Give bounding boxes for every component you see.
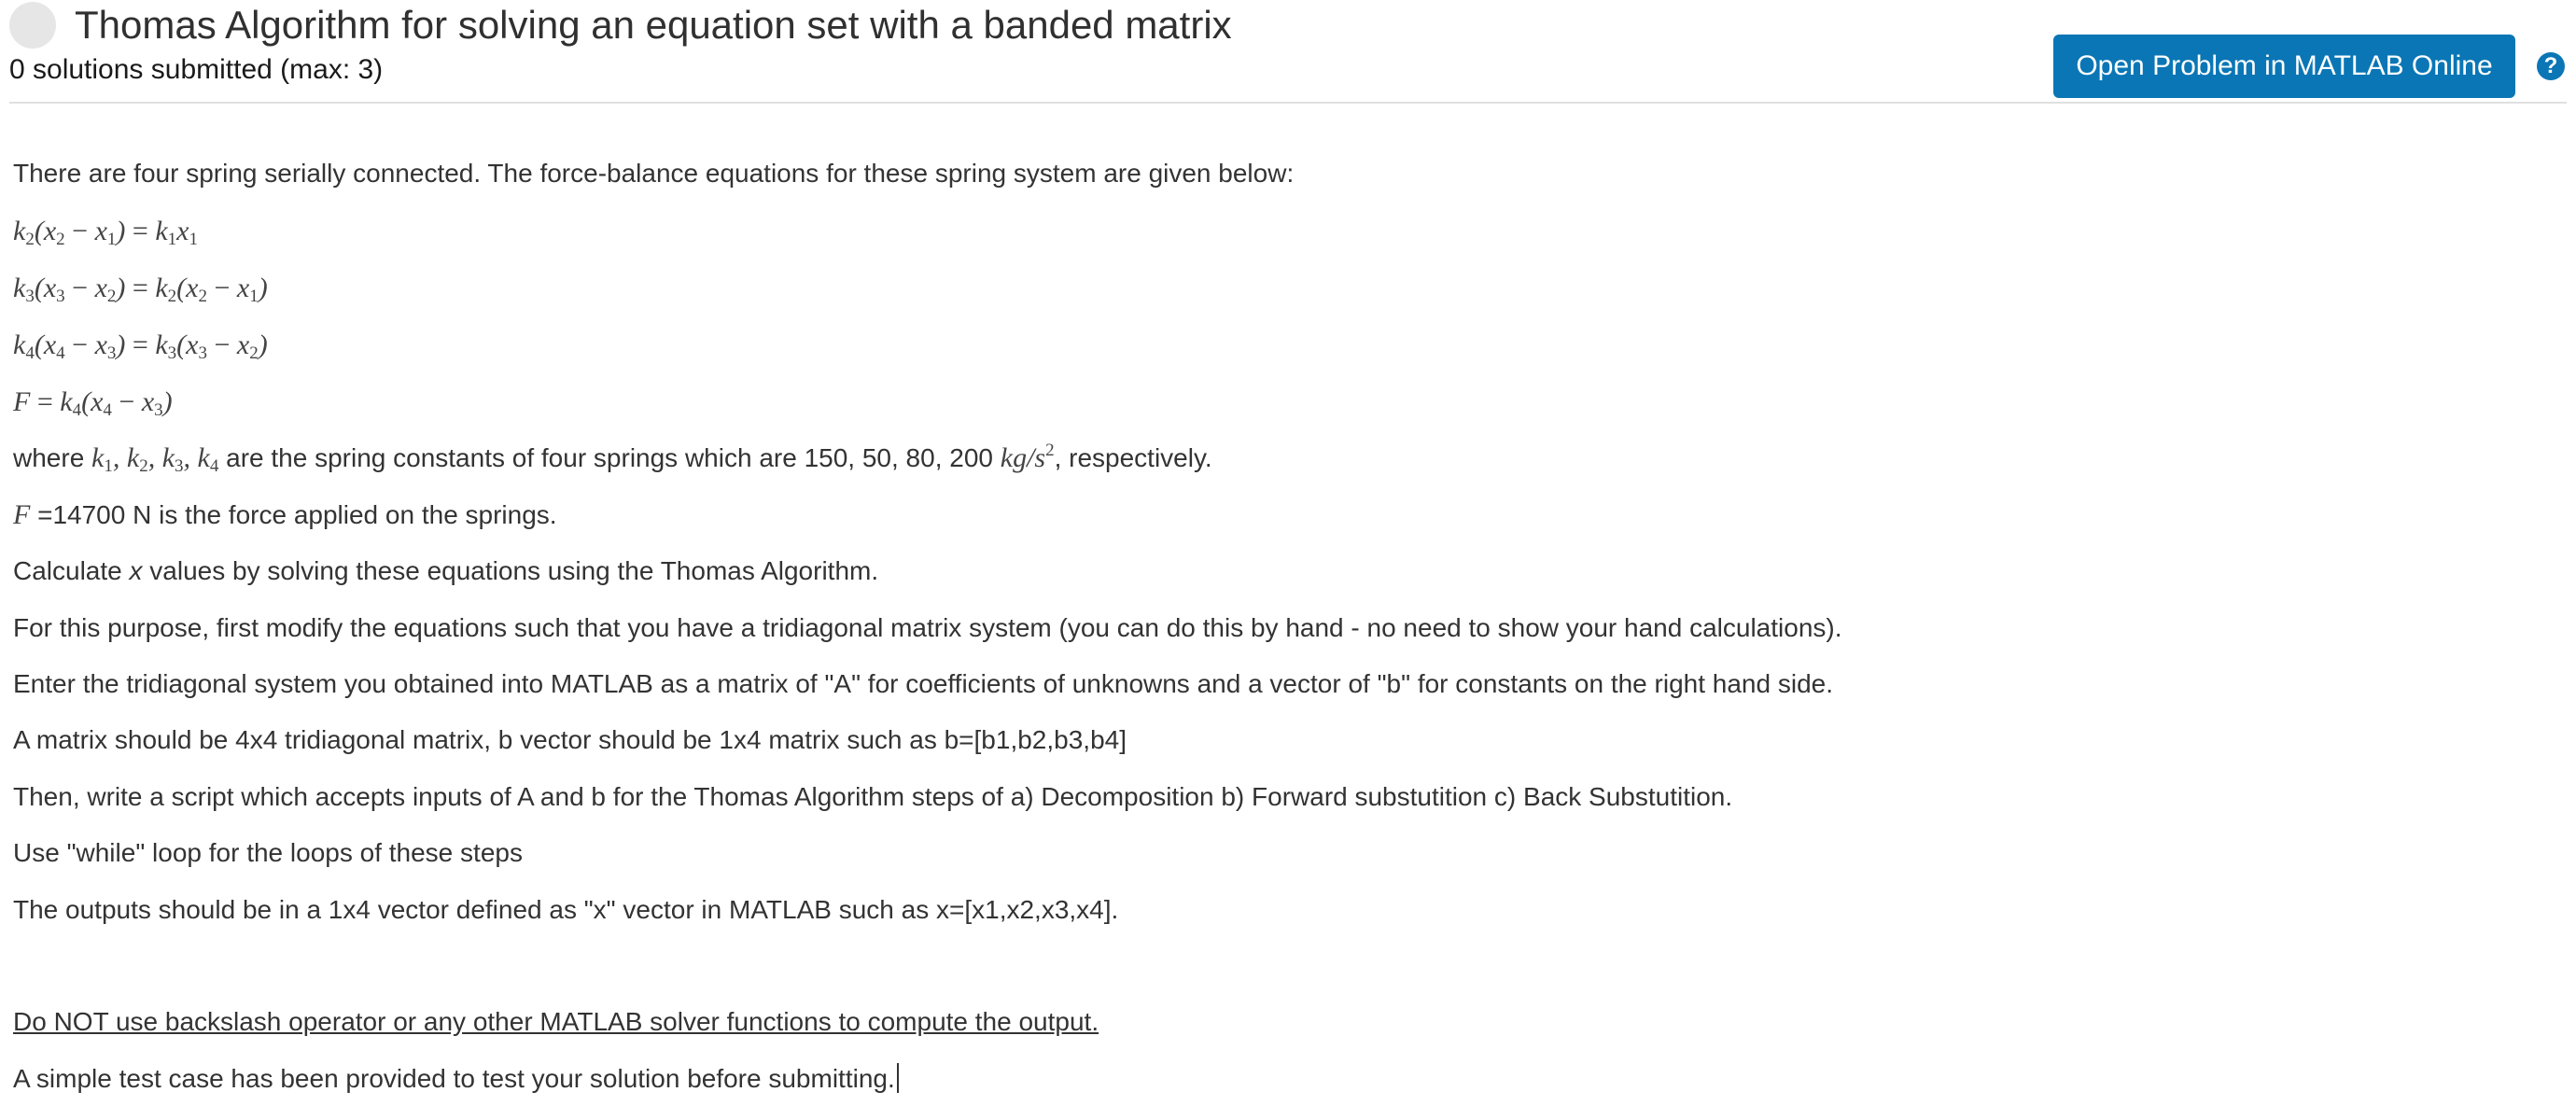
matrix-shape-text: A matrix should be 4x4 tridiagonal matrix, b vector should be 1x4 matrix such as b=[b1,b2,b3,b4]	[13, 725, 1127, 754]
equation-2: $k_3(x_3 - x_2) = k_2(x_2 - x_1)$	[13, 273, 268, 306]
test-case-sentence: A simple test case has been provided to test your solution before submitting.	[13, 1064, 895, 1093]
script-steps-text: Then, write a script which accepts inputs of A and b for the Thomas Algorithm steps of a) Decomposition b) Forward substutition c) Back Substutition.	[13, 782, 1733, 811]
while-loop-text: Use "while" loop for the loops of these steps	[13, 838, 523, 867]
enter-system-text: Enter the tridiagonal system you obtained into MATLAB as a matrix of "A" for coefficients of unknowns and a vector of "b" for constants on the right hand side.	[13, 669, 1833, 698]
submission-count: 0 solutions submitted (max: 3)	[9, 54, 384, 85]
outputs-text: The outputs should be in a 1x4 vector defined as "x" vector in MATLAB such as x=[x1,x2,x3,x4].	[13, 895, 1119, 924]
solution-status-icon	[9, 2, 56, 49]
where-prefix: where	[13, 443, 85, 472]
calculate-prefix: Calculate	[13, 556, 130, 585]
unit-kg-per-s2: $kg/s^2$	[1000, 441, 1055, 473]
spring-constants-values: are the spring constants of four springs which are 150, 50, 80, 200	[218, 443, 1001, 472]
solver-warning-text: Do NOT use backslash operator or any other MATLAB solver functions to compute the output.	[13, 1007, 1099, 1036]
equation-3: $k_4(x_4 - x_3) = k_3(x_3 - x_2)$	[13, 329, 268, 363]
intro-text: There are four spring serially connected. The force-balance equations for these spring system are given below:	[13, 159, 1295, 188]
force-text	[13, 497, 557, 534]
spring-constant-symbols: $k_1$, $k_2$, $k_3$, $k_4$	[91, 442, 219, 476]
calculate-suffix: values by solving these equations using the Thomas Algorithm.	[142, 556, 879, 585]
force-symbol: F	[13, 499, 31, 530]
help-icon[interactable]: ?	[2537, 52, 2565, 80]
problem-title: Thomas Algorithm for solving an equation set with a banded matrix	[75, 3, 1232, 47]
calculate-text	[13, 553, 878, 590]
respectively-text: , respectively.	[1054, 443, 1212, 472]
header-divider	[9, 102, 2567, 104]
force-value-text: =14700 N is the force applied on the springs.	[30, 500, 557, 529]
equation-4: $F = k_4(x_4 - x_3)$	[13, 386, 173, 420]
purpose-text: For this purpose, first modify the equations such that you have a tridiagonal matrix system (you can do this by hand - no need to show your hand calculations).	[13, 613, 1842, 642]
calculate-variable: x	[129, 556, 143, 585]
open-in-matlab-online-button[interactable]: Open Problem in MATLAB Online	[2053, 35, 2515, 98]
equation-1: $k_2(x_2 - x_1) = k_1x_1$	[13, 216, 198, 249]
problem-header	[0, 0, 2576, 105]
test-case-text	[13, 1060, 899, 1098]
spring-constants-text	[13, 440, 1212, 477]
text-cursor	[897, 1063, 899, 1093]
